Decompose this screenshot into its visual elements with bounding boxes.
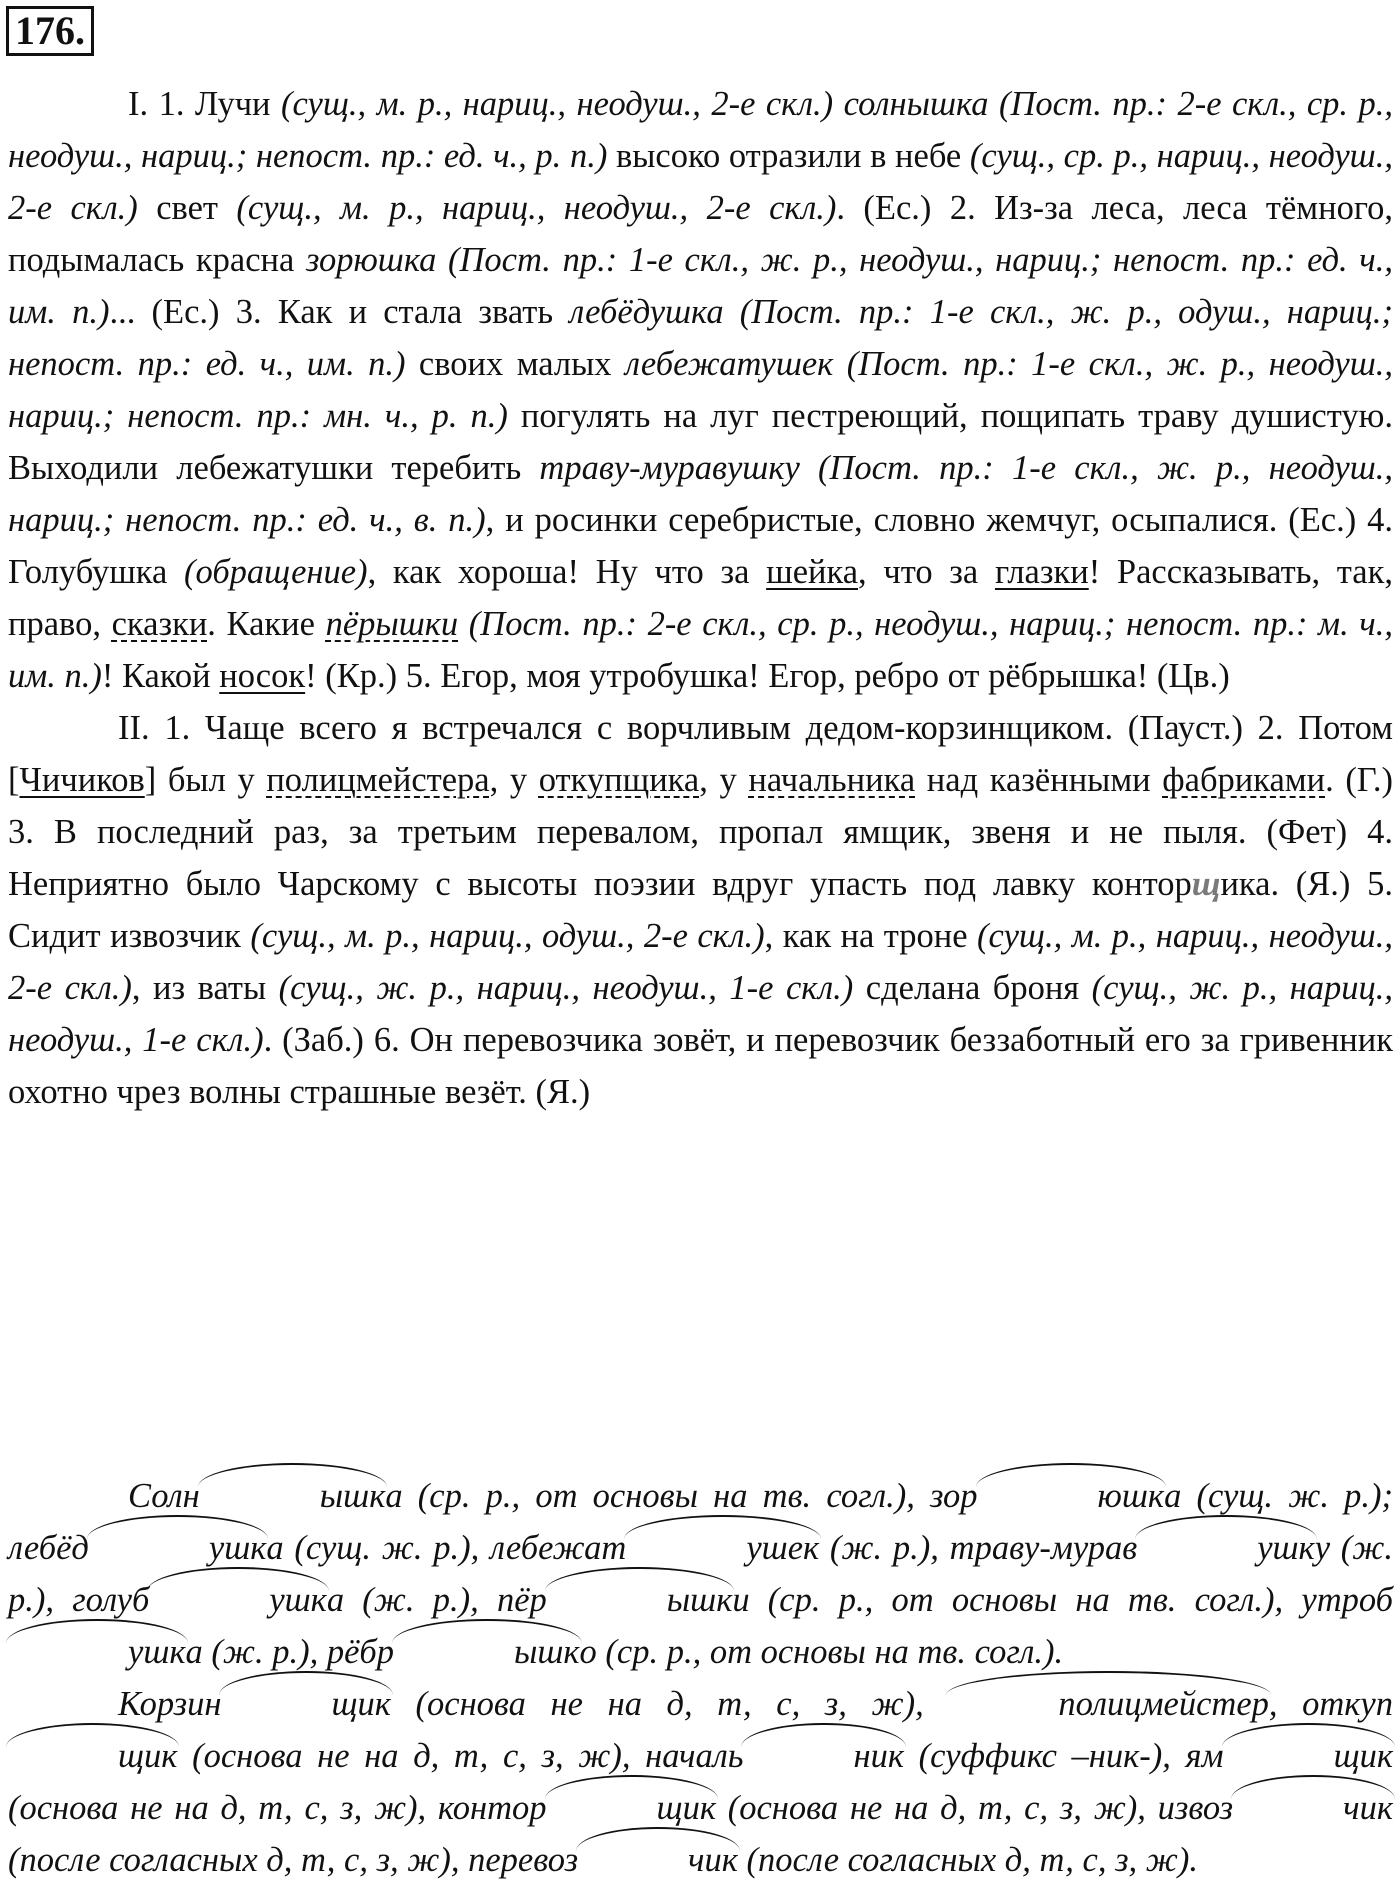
text: Корзин bbox=[118, 1685, 222, 1723]
text: II. 1. Чаще всего я встречался с ворчливым дедом-корзинщиком. (Пауст.) 2. Потом [ bbox=[8, 709, 1393, 799]
text: , из ваты bbox=[131, 969, 279, 1007]
text: , как хороша! Ну что за bbox=[367, 553, 767, 591]
text: а (сущ. ж. р.); лебёд bbox=[8, 1477, 1393, 1567]
text bbox=[458, 605, 469, 643]
suffix-arc: чик bbox=[1233, 1788, 1393, 1828]
root-arc: полицмейстер bbox=[948, 1684, 1269, 1724]
text: о (ср. р., от основы на тв. согл.). bbox=[579, 1633, 1064, 1671]
text: , у bbox=[489, 761, 539, 799]
dashed-underlined-word: откупщика bbox=[538, 761, 700, 799]
text: (ж. р.), траву-мурав bbox=[819, 1529, 1138, 1567]
text: (после согласных д, т, с, з, ж), перевоз bbox=[8, 1841, 579, 1879]
annotation: (сущ., м. р., нариц., неодуш., 2-е скл.) bbox=[8, 917, 1393, 1007]
text: высоко отразили в небе bbox=[607, 137, 970, 175]
text: ! Рассказывать, так, право, bbox=[8, 553, 1393, 643]
text: своих малых bbox=[405, 345, 625, 383]
text: а (ж. р.), пёр bbox=[326, 1581, 547, 1619]
text: ика. (Я.) 5. Сидит извозчик bbox=[8, 865, 1393, 955]
text: . (Заб.) 6. Он перевозчика зовёт, и перевозчик беззаботный его за гривенник охотно чрез волны страшные везёт. (Я.) bbox=[8, 1021, 1393, 1111]
suffix-arc: ник bbox=[743, 1736, 904, 1776]
text: и (ср. р., от основы на тв. согл.), утроб bbox=[732, 1581, 1394, 1619]
annotation: зорюшка (Пост. пр.: 1-е скл., ж. р., неодуш., нариц.; непост. пр.: ед. ч., им. п.) bbox=[8, 241, 1393, 331]
dashed-underlined-word: фабриками bbox=[1162, 761, 1326, 799]
text: , и росинки серебристые, словно жемчуг, осыпалися. (Ес.) 4. Голубушка bbox=[8, 501, 1394, 591]
suffix-arc: ышк bbox=[200, 1476, 386, 1516]
exercise-number: 176. bbox=[6, 6, 94, 56]
text: (после согласных д, т, с, з, ж). bbox=[737, 1841, 1199, 1879]
dashed-underlined-word: начальника bbox=[748, 761, 916, 799]
annotation: (Пост. пр.: 2-е скл., ср. р., неодуш., нариц.; непост. пр.: м. ч., им. п.) bbox=[8, 605, 1394, 695]
annotation: (сущ., ж. р., нариц., неодуш., 1-е скл.) bbox=[8, 969, 1393, 1059]
text: ! Какой bbox=[101, 657, 220, 695]
exercise-text bbox=[8, 78, 1393, 1118]
annotation: (сущ., м. р., нариц., неодуш., 2-е скл.) bbox=[280, 85, 834, 123]
text: ! (Кр.) 5. Егор, моя утробушка! Егор, ребро от рёбрышка! (Цв.) bbox=[305, 657, 1230, 695]
part-1-paragraph bbox=[8, 78, 1393, 702]
annotation: траву-муравушку (Пост. пр.: 1-е скл., ж. р., неодуш., нариц.; непост. пр.: ед. ч., в. п.) bbox=[8, 449, 1394, 539]
notes-paragraph-1 bbox=[8, 1470, 1393, 1678]
annotation: солнышка (Пост. пр.: 2-е скл., ср. р., неодуш., нариц.; непост. пр.: ед. ч., р. п.) bbox=[8, 85, 1394, 175]
suffix-arc: чик bbox=[578, 1840, 738, 1880]
text: у (ж. р.), голуб bbox=[8, 1529, 1393, 1619]
annotation: (сущ., ж. р., нариц., неодуш., 1-е скл.) bbox=[278, 969, 854, 1007]
text: (суффикс –ник-), ям bbox=[903, 1737, 1224, 1775]
text: погулять на луг пестреющий, пощипать траву душистую. Выходили лебежатушки теребить bbox=[8, 397, 1394, 487]
suffix-arc: щик bbox=[8, 1736, 177, 1776]
text: (основа не на д, т, с, з, ж), началь bbox=[177, 1737, 744, 1775]
text: над казёнными bbox=[915, 761, 1163, 799]
suffix-arc: щик bbox=[1224, 1736, 1393, 1776]
annotation: лебёдушка (Пост. пр.: 1-е скл., ж. р., одуш., нариц.; непост. пр.: ед. ч., им. п.) bbox=[8, 293, 1393, 383]
suffix-arc: ушк bbox=[8, 1632, 186, 1672]
text: . Какие bbox=[207, 605, 326, 643]
dashed-underlined-word: сказки bbox=[111, 605, 208, 643]
dashed-underlined-word: полицмейстера bbox=[266, 761, 490, 799]
text: , откуп bbox=[1268, 1685, 1393, 1723]
suffix-arc: ушек bbox=[626, 1528, 819, 1568]
text: . (Г.) 3. В последний раз, за третьим перевалом, пропал ямщик, звеня и не пыля. (Фет) 4. Неприятно было Чарскому с высоты поэзии вдруг упасть под лавку контор bbox=[8, 761, 1393, 903]
suffix-arc: ушк bbox=[149, 1580, 327, 1620]
suffix-arc: щик bbox=[547, 1788, 716, 1828]
suffix-arc: ушк bbox=[1137, 1528, 1315, 1568]
text: (основа не на д, т, с, з, ж), извоз bbox=[715, 1789, 1234, 1827]
annotation: (обращение) bbox=[184, 553, 368, 591]
text: ... (Ес.) 3. Как и стала звать bbox=[109, 293, 570, 331]
text: (основа не на д, т, с, з, ж), bbox=[390, 1685, 949, 1723]
suffix-arc: ышк bbox=[394, 1632, 580, 1672]
suffix-arc: ышк bbox=[547, 1580, 733, 1620]
morpheme-notes bbox=[8, 1470, 1393, 1886]
suffix-arc: юшк bbox=[978, 1476, 1165, 1516]
text: а (сущ. ж. р.), лебежат bbox=[266, 1529, 627, 1567]
highlighted-letter: щ bbox=[1191, 865, 1221, 903]
text: ] был у bbox=[144, 761, 267, 799]
part-2-paragraph bbox=[8, 702, 1393, 1118]
underlined-word: глазки bbox=[994, 553, 1089, 591]
annotation: (сущ., м. р., нариц., одуш., 2-е скл.) bbox=[250, 917, 765, 955]
text: , у bbox=[699, 761, 749, 799]
text: (основа не на д, т, с, з, ж), контор bbox=[8, 1789, 547, 1827]
annotation: (сущ., м. р., нариц., неодуш., 2-е скл.) bbox=[236, 189, 837, 227]
text: свет bbox=[137, 189, 237, 227]
text: I. 1. Лучи bbox=[128, 85, 281, 123]
text: . (Ес.) 2. Из-за леса, леса тёмного, подымалась красна bbox=[8, 189, 1393, 279]
underlined-word: носок bbox=[219, 657, 306, 695]
underlined-word: шейка bbox=[766, 553, 859, 591]
dashed-underlined-word: пёрышки bbox=[325, 605, 459, 643]
text: , что за bbox=[858, 553, 995, 591]
text: а (ср. р., от основы на тв. согл.), зор bbox=[385, 1477, 978, 1515]
text: , как на троне bbox=[764, 917, 978, 955]
annotation: (сущ., ср. р., нариц., неодуш., 2-е скл.) bbox=[8, 137, 1393, 227]
suffix-arc: ушк bbox=[89, 1528, 267, 1568]
underlined-word: Чичиков bbox=[19, 761, 145, 799]
suffix-arc: щик bbox=[221, 1684, 390, 1724]
text: сделана броня bbox=[853, 969, 1092, 1007]
text: а (ж. р.), рёбр bbox=[185, 1633, 394, 1671]
text bbox=[833, 85, 843, 123]
notes-paragraph-2 bbox=[8, 1678, 1393, 1886]
annotation: лебежатушек (Пост. пр.: 1-е скл., ж. р., неодуш., нариц.; непост. пр.: мн. ч., р. п.) bbox=[8, 345, 1393, 435]
text: Солн bbox=[128, 1477, 200, 1515]
